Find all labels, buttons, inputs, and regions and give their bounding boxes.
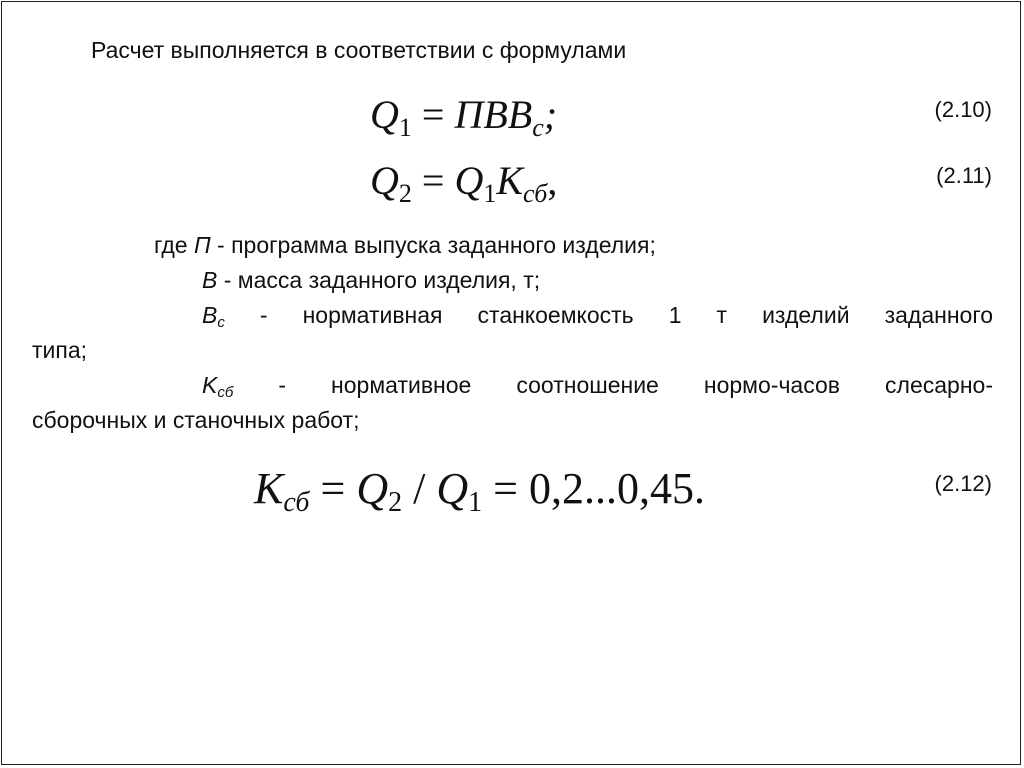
formula-subscript: c	[532, 113, 544, 142]
formula-subscript: сб	[283, 487, 310, 518]
formula-symbol: Q	[436, 464, 469, 513]
formula-equals: =	[421, 158, 445, 203]
formula-symbol: Q	[370, 92, 399, 137]
formula-punctuation: ;	[543, 92, 558, 137]
definition-symbol: B	[202, 267, 218, 293]
definition-prefix: где	[154, 232, 194, 258]
definition-subscript: c	[217, 314, 225, 331]
definition-text: - нормативная станкоемкость 1 т изделий заданного	[224, 302, 993, 328]
formula-symbol: K	[254, 464, 284, 513]
definition-text: - нормативное соотношение нормо-часов слесарно-	[233, 372, 993, 398]
formula-2-12	[254, 464, 705, 518]
definition-line	[32, 368, 993, 403]
definition-line	[32, 263, 993, 298]
formula-symbol: K	[496, 158, 524, 203]
formula-2-11	[370, 158, 558, 208]
formula-value: 0,2...0,45.	[528, 464, 705, 513]
formula-subscript: 1	[483, 179, 497, 208]
definition-symbol: $B_c$	[202, 302, 225, 331]
definition-symbol: $K_{сб}$	[202, 372, 234, 401]
formula-2-10	[370, 92, 558, 142]
definition-line	[32, 298, 993, 333]
equation-number-2-12: (2.12)	[934, 471, 992, 496]
equation-number-2-10: (2.10)	[934, 97, 992, 122]
formula-equals: =	[320, 464, 346, 513]
definition-line-continuation: сборочных и станочных работ;	[32, 407, 360, 433]
definition-line-continuation: типа;	[32, 337, 88, 363]
equation-number-2-11: (2.11)	[936, 163, 992, 188]
definition-symbol: П	[193, 232, 211, 258]
formula-symbol: Q	[356, 464, 389, 513]
formula-punctuation: ,	[547, 158, 558, 203]
formula-symbol: Q	[370, 158, 399, 203]
formula-subscript: сб	[523, 179, 548, 208]
formula-equals: =	[493, 464, 518, 513]
definition-text: - масса заданного изделия, т;	[217, 267, 541, 293]
formula-equals: =	[421, 92, 445, 137]
formula-subscript: 2	[398, 179, 412, 208]
definition-line	[32, 228, 993, 263]
formula-subscript: 1	[398, 113, 412, 142]
definitions-block	[32, 228, 993, 438]
formula-slash: /	[413, 464, 426, 513]
formula-subscript: 2	[388, 487, 403, 518]
formula-subscript: 1	[468, 487, 483, 518]
definition-text: - программа выпуска заданного изделия;	[210, 232, 656, 258]
formula-symbol: Q	[454, 158, 484, 203]
definition-subscript: сб	[217, 384, 234, 401]
intro-text: Расчет выполняется в соответствии с формулами	[91, 37, 627, 63]
formula-symbol: ПВB	[454, 92, 533, 137]
